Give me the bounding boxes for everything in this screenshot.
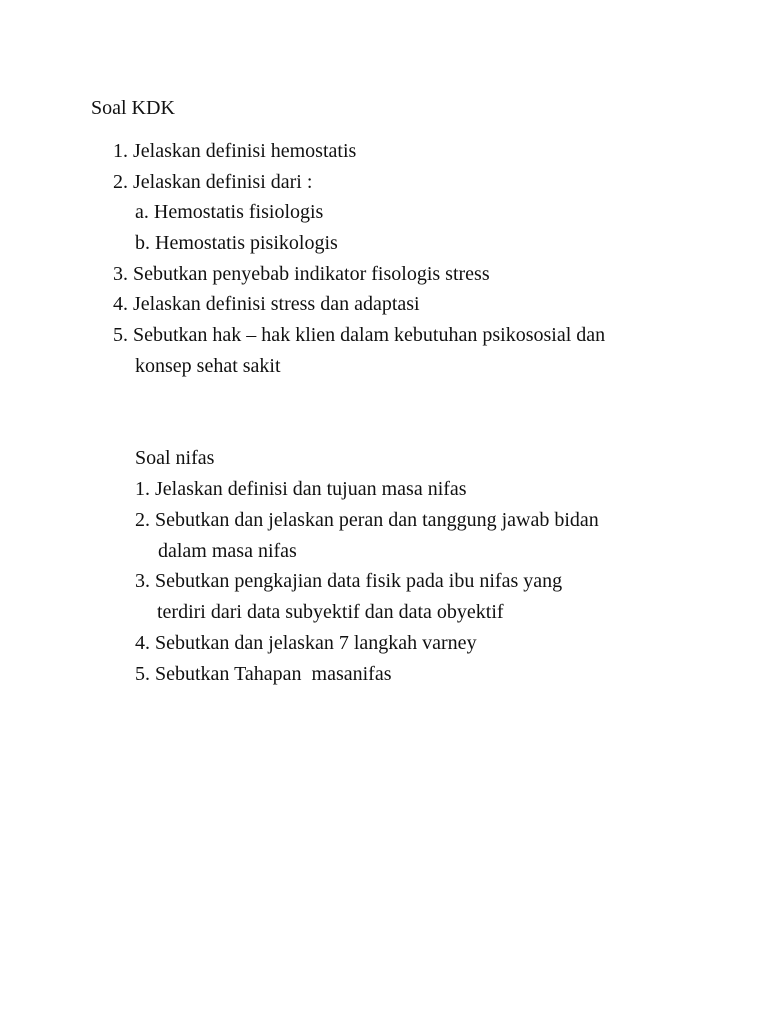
section-title-kdk: Soal KDK	[91, 97, 175, 119]
list-item-number: 4.	[135, 632, 150, 654]
list-item-continuation: dalam masa nifas	[158, 540, 297, 562]
list-item	[113, 262, 490, 286]
list-subitem-text: Hemostatis fisiologis	[153, 201, 324, 223]
list-item-number: 1.	[113, 140, 128, 162]
list-subitem	[135, 231, 338, 255]
list-item	[113, 170, 312, 194]
list-item	[135, 631, 477, 655]
list-item-number: 3.	[135, 570, 150, 592]
list-item	[135, 569, 562, 593]
list-item-text: Sebutkan penyebab indikator fisologis stress	[133, 263, 490, 285]
list-item-number: 5.	[135, 663, 150, 685]
list-item	[113, 139, 356, 163]
list-item-text: Jelaskan definisi stress dan adaptasi	[133, 293, 420, 315]
list-subitem-letter: b.	[135, 232, 150, 254]
list-item-number: 4.	[113, 293, 128, 315]
list-subitem	[135, 200, 323, 224]
list-item-text: Sebutkan hak – hak klien dalam kebutuhan psikososial dan	[133, 324, 606, 346]
list-item-continuation: terdiri dari data subyektif dan data obyektif	[157, 601, 504, 623]
list-item-text: Jelaskan definisi dan tujuan masa nifas	[155, 478, 467, 500]
list-item-text: Sebutkan Tahapan masanifas	[155, 663, 392, 685]
list-item-number: 2.	[135, 509, 150, 531]
list-item-number: 1.	[135, 478, 150, 500]
list-item-text: Sebutkan pengkajian data fisik pada ibu nifas yang	[155, 570, 563, 592]
list-item-text: Jelaskan definisi dari :	[133, 171, 313, 193]
section-title-nifas: Soal nifas	[135, 447, 215, 469]
list-item	[135, 477, 467, 501]
list-item	[135, 508, 599, 532]
list-item-number: 2.	[113, 171, 128, 193]
list-subitem-letter: a.	[135, 201, 149, 223]
list-item-text: Sebutkan dan jelaskan 7 langkah varney	[155, 632, 477, 654]
list-item	[113, 323, 605, 347]
list-item-number: 3.	[113, 263, 128, 285]
list-item	[113, 292, 420, 316]
list-item-number: 5.	[113, 324, 128, 346]
list-subitem-text: Hemostatis pisikologis	[155, 232, 338, 254]
list-item-text: Jelaskan definisi hemostatis	[133, 140, 357, 162]
list-item-text: Sebutkan dan jelaskan peran dan tanggung jawab bidan	[155, 509, 599, 531]
list-item	[135, 662, 392, 686]
list-item-continuation: konsep sehat sakit	[135, 355, 281, 377]
